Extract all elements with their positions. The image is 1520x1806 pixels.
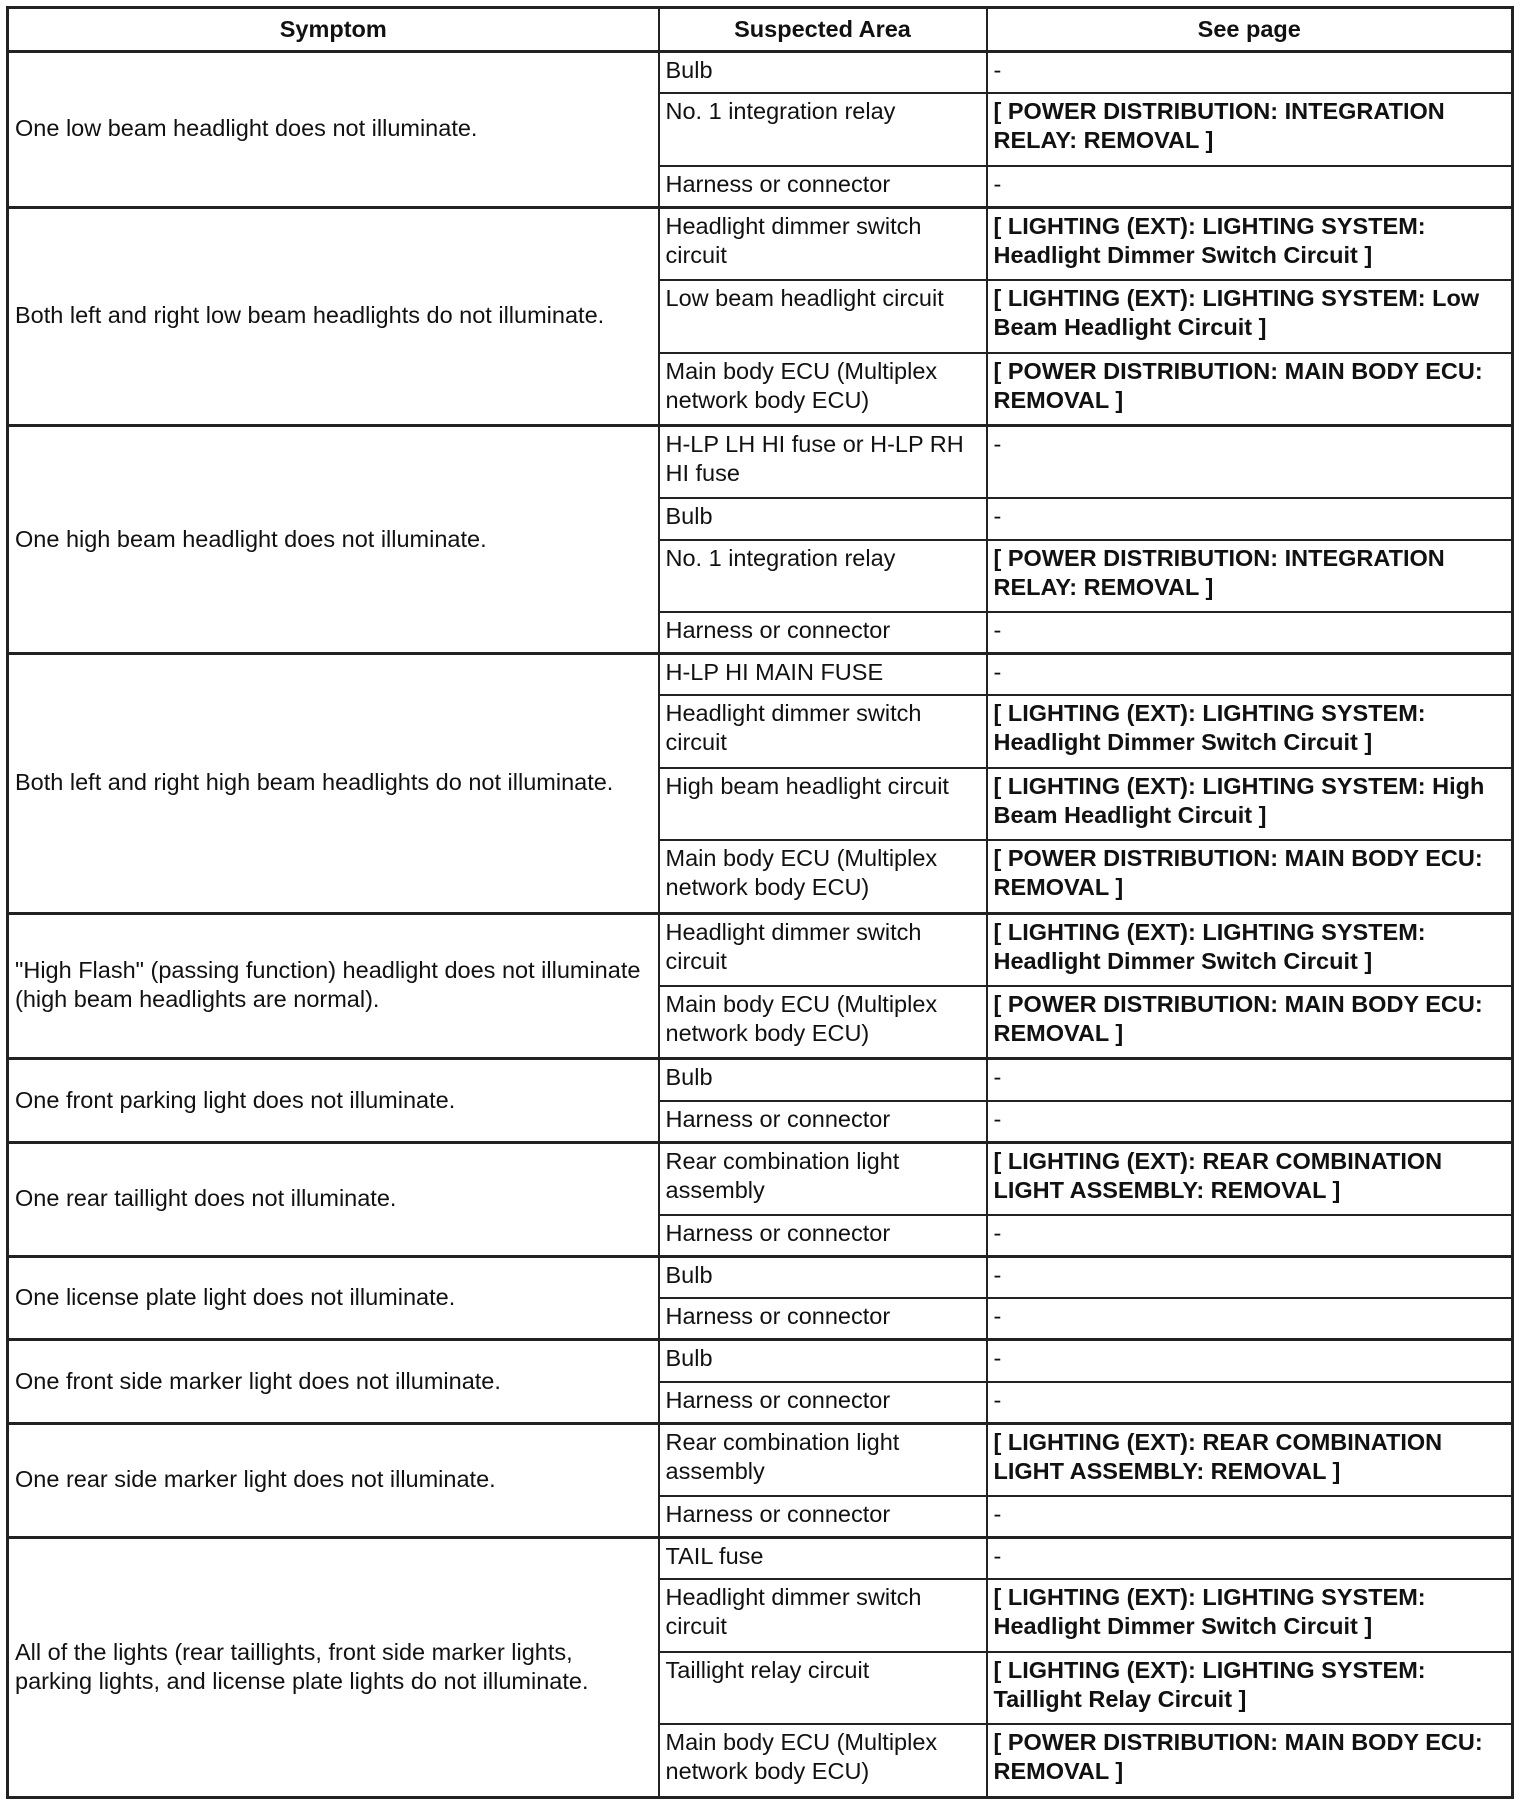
see-page-cell: - <box>987 1538 1513 1580</box>
suspected-area-cell: Harness or connector <box>659 1215 987 1257</box>
see-page-cell: - <box>987 1257 1513 1299</box>
see-page-cell: [ POWER DISTRIBUTION: MAIN BODY ECU: REMOVAL ] <box>987 353 1513 426</box>
see-page-cell: - <box>987 612 1513 654</box>
see-page-cell: [ LIGHTING (EXT): LIGHTING SYSTEM: High Beam Headlight Circuit ] <box>987 768 1513 840</box>
see-page-cell: - <box>987 1215 1513 1257</box>
see-page-cell: [ POWER DISTRIBUTION: MAIN BODY ECU: REMOVAL ] <box>987 840 1513 913</box>
suspected-area-cell: Low beam headlight circuit <box>659 280 987 352</box>
symptom-cell: One rear taillight does not illuminate. <box>8 1142 659 1257</box>
see-page-cell: [ POWER DISTRIBUTION: MAIN BODY ECU: REMOVAL ] <box>987 1724 1513 1797</box>
see-page-cell: - <box>987 166 1513 208</box>
see-page-cell: [ LIGHTING (EXT): REAR COMBINATION LIGHT ASSEMBLY: REMOVAL ] <box>987 1142 1513 1215</box>
suspected-area-cell: Harness or connector <box>659 1496 987 1538</box>
see-page-cell: [ POWER DISTRIBUTION: INTEGRATION RELAY: REMOVAL ] <box>987 540 1513 612</box>
suspected-area-cell: No. 1 integration relay <box>659 93 987 165</box>
symptom-cell: One high beam headlight does not illuminate. <box>8 426 659 654</box>
table-row <box>8 654 1513 696</box>
table-row <box>8 1142 1513 1215</box>
see-page-cell: - <box>987 654 1513 696</box>
table-body <box>8 52 1513 1798</box>
see-page-cell: - <box>987 1059 1513 1101</box>
suspected-area-cell: Main body ECU (Multiplex network body ECU) <box>659 986 987 1059</box>
table-row <box>8 1257 1513 1299</box>
suspected-area-cell: Bulb <box>659 52 987 94</box>
header-see-page: See page <box>987 8 1513 52</box>
symptom-cell: "High Flash" (passing function) headlight does not illuminate (high beam headlights are normal). <box>8 913 659 1059</box>
suspected-area-cell: H-LP LH HI fuse or H-LP RH HI fuse <box>659 426 987 499</box>
see-page-cell: - <box>987 498 1513 539</box>
table-row <box>8 52 1513 94</box>
see-page-cell: - <box>987 1101 1513 1143</box>
suspected-area-cell: Headlight dimmer switch circuit <box>659 207 987 280</box>
see-page-cell: [ LIGHTING (EXT): LIGHTING SYSTEM: Taillight Relay Circuit ] <box>987 1652 1513 1724</box>
table-row <box>8 1423 1513 1496</box>
suspected-area-cell: No. 1 integration relay <box>659 540 987 612</box>
suspected-area-cell: Rear combination light assembly <box>659 1423 987 1496</box>
see-page-cell: [ LIGHTING (EXT): REAR COMBINATION LIGHT ASSEMBLY: REMOVAL ] <box>987 1423 1513 1496</box>
suspected-area-cell: Harness or connector <box>659 1101 987 1143</box>
header-symptom: Symptom <box>8 8 659 52</box>
symptom-cell: One front side marker light does not illuminate. <box>8 1340 659 1423</box>
see-page-cell: [ POWER DISTRIBUTION: INTEGRATION RELAY: REMOVAL ] <box>987 93 1513 165</box>
suspected-area-cell: Harness or connector <box>659 1382 987 1424</box>
see-page-cell: - <box>987 52 1513 94</box>
symptom-cell: One front parking light does not illuminate. <box>8 1059 659 1142</box>
see-page-cell: [ LIGHTING (EXT): LIGHTING SYSTEM: Headlight Dimmer Switch Circuit ] <box>987 695 1513 767</box>
see-page-cell: [ LIGHTING (EXT): LIGHTING SYSTEM: Headlight Dimmer Switch Circuit ] <box>987 207 1513 280</box>
suspected-area-cell: High beam headlight circuit <box>659 768 987 840</box>
see-page-cell: [ LIGHTING (EXT): LIGHTING SYSTEM: Headlight Dimmer Switch Circuit ] <box>987 1579 1513 1651</box>
suspected-area-cell: Bulb <box>659 1340 987 1382</box>
suspected-area-cell: H-LP HI MAIN FUSE <box>659 654 987 696</box>
suspected-area-cell: Bulb <box>659 498 987 539</box>
suspected-area-cell: Bulb <box>659 1059 987 1101</box>
suspected-area-cell: Harness or connector <box>659 1298 987 1340</box>
suspected-area-cell: Rear combination light assembly <box>659 1142 987 1215</box>
suspected-area-cell: Headlight dimmer switch circuit <box>659 913 987 986</box>
suspected-area-cell: Headlight dimmer switch circuit <box>659 695 987 767</box>
symptom-cell: Both left and right low beam headlights do not illuminate. <box>8 207 659 425</box>
symptom-cell: One license plate light does not illuminate. <box>8 1257 659 1340</box>
table-row <box>8 1059 1513 1101</box>
suspected-area-cell: Main body ECU (Multiplex network body ECU) <box>659 1724 987 1797</box>
see-page-cell: [ LIGHTING (EXT): LIGHTING SYSTEM: Low Beam Headlight Circuit ] <box>987 280 1513 352</box>
table-row <box>8 1340 1513 1382</box>
table-row <box>8 1538 1513 1580</box>
table-row <box>8 207 1513 280</box>
suspected-area-cell: TAIL fuse <box>659 1538 987 1580</box>
see-page-cell: - <box>987 1340 1513 1382</box>
symptom-cell: All of the lights (rear taillights, front side marker lights, parking lights, and license plate lights do not illuminate. <box>8 1538 659 1798</box>
table-row <box>8 426 1513 499</box>
see-page-cell: - <box>987 426 1513 499</box>
suspected-area-cell: Main body ECU (Multiplex network body ECU) <box>659 840 987 913</box>
header-row <box>8 8 1513 52</box>
see-page-cell: - <box>987 1382 1513 1424</box>
suspected-area-cell: Taillight relay circuit <box>659 1652 987 1724</box>
symptom-cell: Both left and right high beam headlights do not illuminate. <box>8 654 659 913</box>
problem-symptoms-table <box>6 6 1514 1799</box>
suspected-area-cell: Bulb <box>659 1257 987 1299</box>
suspected-area-cell: Main body ECU (Multiplex network body ECU) <box>659 353 987 426</box>
table-row <box>8 913 1513 986</box>
header-suspected-area: Suspected Area <box>659 8 987 52</box>
suspected-area-cell: Harness or connector <box>659 612 987 654</box>
see-page-cell: - <box>987 1496 1513 1538</box>
symptom-cell: One rear side marker light does not illuminate. <box>8 1423 659 1538</box>
see-page-cell: [ POWER DISTRIBUTION: MAIN BODY ECU: REMOVAL ] <box>987 986 1513 1059</box>
see-page-cell: [ LIGHTING (EXT): LIGHTING SYSTEM: Headlight Dimmer Switch Circuit ] <box>987 913 1513 986</box>
symptom-cell: One low beam headlight does not illuminate. <box>8 52 659 208</box>
see-page-cell: - <box>987 1298 1513 1340</box>
suspected-area-cell: Harness or connector <box>659 166 987 208</box>
suspected-area-cell: Headlight dimmer switch circuit <box>659 1579 987 1651</box>
